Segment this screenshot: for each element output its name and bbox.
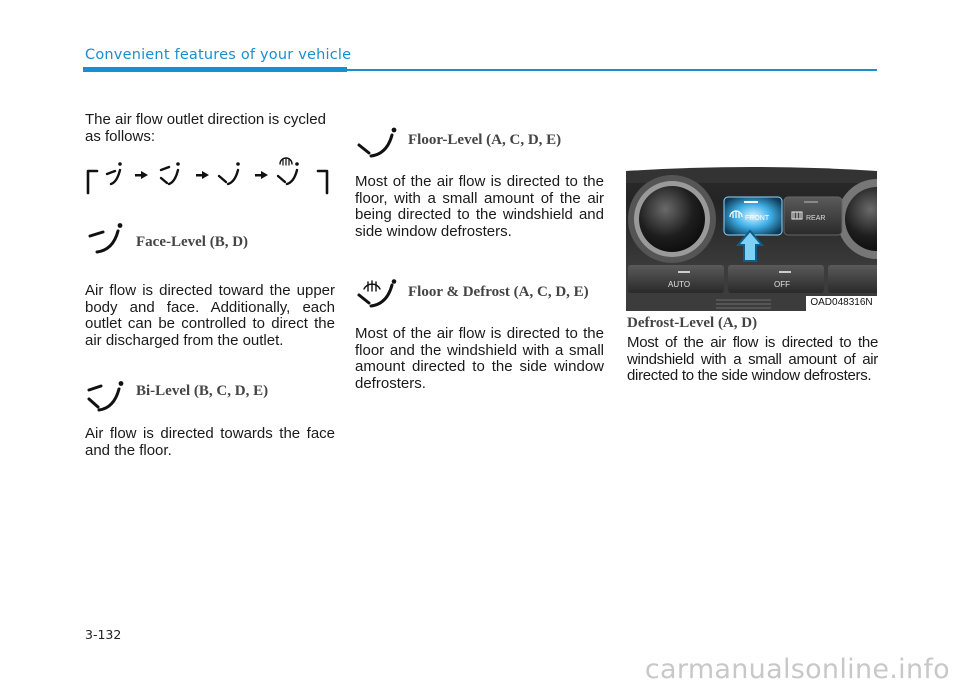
arrow-right-icon [255,171,268,179]
face-level-icon [107,162,122,184]
bi-level-heading: Bi-Level (B, C, D, E) [136,383,269,399]
floor-level-icon [219,162,240,184]
bi-level-icon [161,162,180,184]
bi-level-text: Air flow is directed towards the face and the floor. [85,425,335,459]
rear-button-label: REAR [806,215,826,222]
climate-panel-illustration [626,113,877,311]
arrow-right-icon [135,171,148,179]
defrost-level-text: Most of the air flow is directed to the windshield with a small amount of air directed to the side window defrosters. [627,334,878,384]
floor-defrost-icon [278,158,299,184]
arrow-right-icon [196,171,209,179]
mode-cycle-diagram [85,156,330,196]
front-button-label: FRONT [745,215,770,222]
face-level-text: Air flow is directed toward the upper body and face. Additionally, each outlet can be controlled to direct the air discharged from the outlet. [85,282,335,349]
floor-defrost-icon [356,279,402,313]
floor-defrost-text: Most of the air flow is directed to the floor and the windshield with a small amount directed to the side window defrosters. [355,325,604,392]
bi-level-icon [86,380,130,414]
face-level-heading: Face-Level (B, D) [136,234,249,250]
watermark: carmanualsonline.info [644,654,950,685]
floor-level-heading: Floor-Level (A, C, D, E) [408,132,562,148]
header-rule-thin [347,69,877,71]
page-number: 3-132 [85,627,122,642]
photo-caption-box [806,296,877,311]
photo-caption: OAD048316N [810,297,873,308]
auto-button-label: AUTO [668,280,691,289]
floor-level-text: Most of the air flow is directed to the floor, with a small amount of the air being directed to the windshield and side window defrosters. [355,173,604,240]
header-rule-thick [83,67,347,72]
section-title: Convenient features of your vehicle [85,47,352,63]
defrost-level-heading: Defrost-Level (A, D) [627,315,758,331]
floor-level-icon [356,127,402,161]
face-level-icon [87,222,129,256]
floor-defrost-heading: Floor & Defrost (A, C, D, E) [408,284,589,300]
climate-panel-photo [626,113,877,311]
intro-text: The air flow outlet direction is cycled as follows: [85,111,326,145]
off-button-label: OFF [774,280,790,289]
